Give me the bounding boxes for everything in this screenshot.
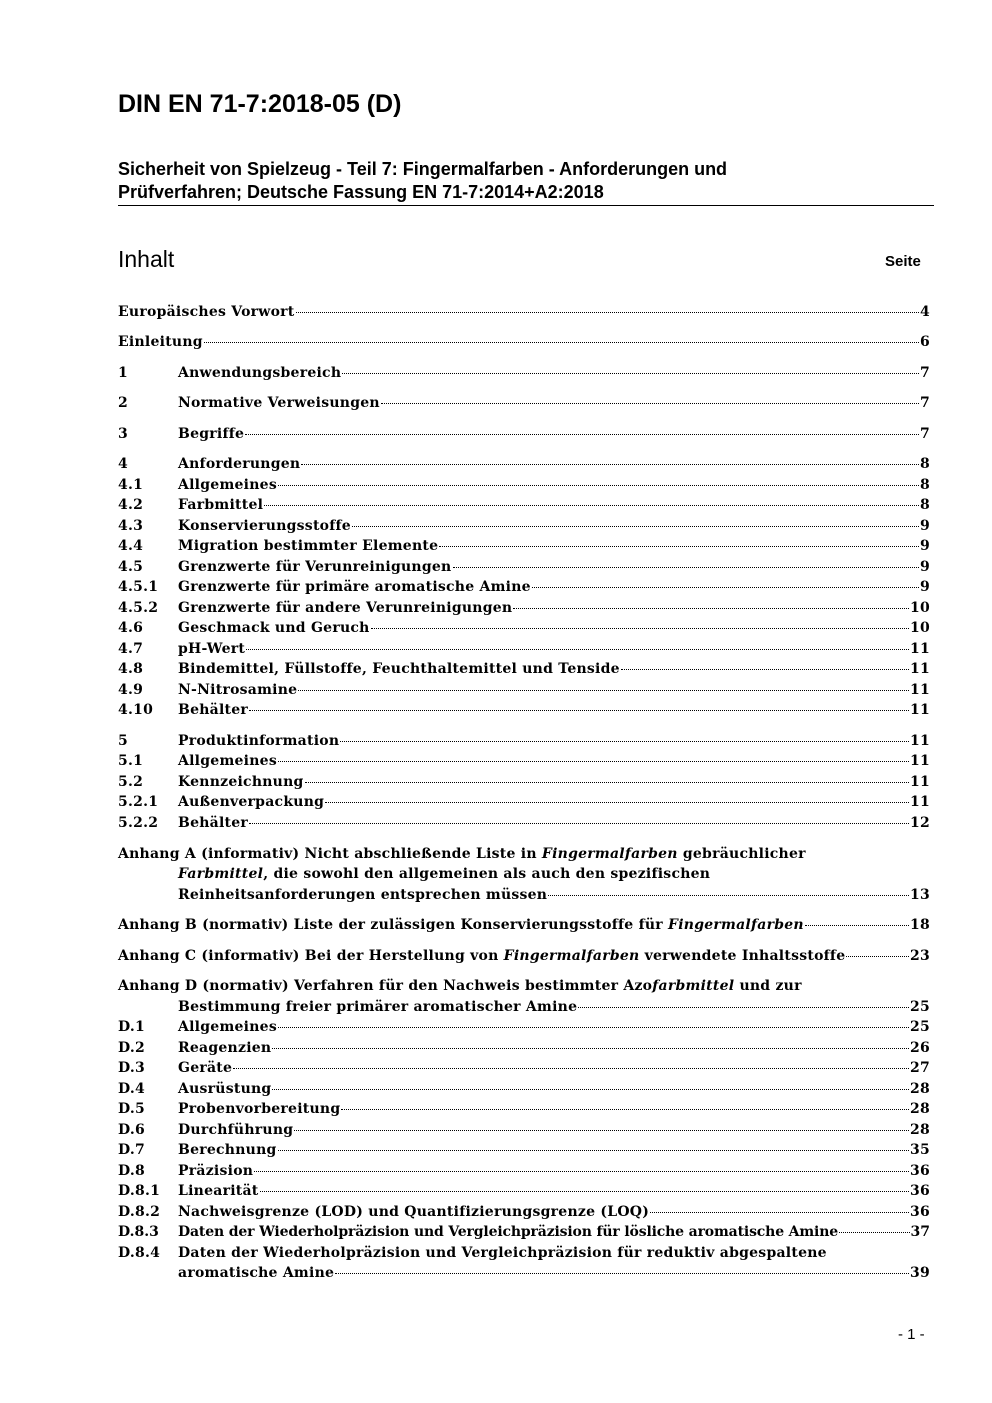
toc-entry-number: 5.1 [118,753,144,769]
toc-entry-title: Reinheitsanforderungen entsprechen müssen [178,887,548,903]
toc-entry-number: 5.2.1 [118,794,159,810]
toc-entry-number: 4 [118,456,128,472]
toc-annex-c-label: Anhang C (informativ) Bei der Herstellung von [118,948,504,964]
toc-entry-page: 11 [910,733,930,749]
toc-entry-2[interactable] [118,393,930,413]
toc-entry-number: D.8 [118,1163,146,1179]
toc-entry-page: 9 [920,579,930,595]
toc-entry-title: Geschmack und Geruch [178,620,370,636]
toc-entry-number: D.8.1 [118,1183,161,1199]
toc-entry-3[interactable] [118,424,930,444]
toc-entry-title: Ausrüstung [178,1081,272,1097]
toc-entry-title: Nachweisgrenze (LOD) und Quantifizierungsgrenze (LOQ) [178,1204,650,1220]
toc-entry-title: Produktinformation [178,733,340,749]
toc-entry-d-8-4-line-2[interactable] [118,1263,930,1283]
toc-annex-a-line-1[interactable] [118,844,806,864]
toc-entry-title: Konservierungsstoffe [178,518,351,534]
toc-entry-page: 9 [920,538,930,554]
toc-entry-d-1[interactable] [118,1017,930,1037]
toc-leader-dots [341,1109,909,1110]
toc-entry-d-8-4-line-1: Daten der Wiederholpräzision und Vergleichpräzision für reduktiv abgespaltene [178,1245,827,1261]
toc-entry-number: D.7 [118,1142,146,1158]
toc-entry-title: Linearität [178,1183,259,1199]
toc-entry-page: 28 [910,1081,930,1097]
toc-annex-b-italic-term: Fingermalfarben [668,917,804,933]
toc-entry-page: 8 [920,497,930,513]
toc-leader-dots [342,373,919,374]
toc-leader-dots [249,823,909,824]
toc-entry-number: D.6 [118,1122,146,1138]
toc-entry-title: Bindemittel, Füllstoffe, Feuchthaltemittel und Tenside [178,661,620,677]
toc-entry-4-1[interactable] [118,475,930,495]
toc-entry-number: 5.2.2 [118,815,159,831]
toc-entry-4-2[interactable] [118,495,930,515]
toc-entry-page: 36 [910,1183,930,1199]
toc-entry-4[interactable] [118,454,930,474]
toc-annex-a-italic-term-2: Farbmittel [178,866,264,882]
toc-entry-page: 35 [910,1142,930,1158]
toc-leader-dots [839,1232,910,1233]
toc-entry-4-10[interactable] [118,700,930,720]
toc-entry-title: Behälter [178,815,249,831]
toc-entry-number: 4.7 [118,641,144,657]
toc-annex-c[interactable] [118,946,930,966]
toc-leader-dots [513,608,909,609]
toc-entry-number: 1 [118,365,128,381]
toc-entry-title: Europäisches Vorwort [118,304,295,320]
table-of-contents [118,0,930,1403]
toc-entry-5[interactable] [118,731,930,751]
toc-entry-page: 36 [910,1163,930,1179]
toc-entry-page: 28 [910,1101,930,1117]
toc-entry-page: 27 [910,1060,930,1076]
toc-entry-5-2[interactable] [118,772,930,792]
toc-entry-number: 4.5 [118,559,144,575]
toc-entry-d-8[interactable] [118,1161,930,1181]
toc-entry-5-2-1[interactable] [118,792,930,812]
toc-leader-dots [272,1089,909,1090]
toc-leader-dots [264,505,919,506]
toc-entry-title: Begriffe [178,426,245,442]
toc-entry-4-9[interactable] [118,680,930,700]
toc-leader-dots [298,690,909,691]
toc-entry-page: 8 [920,456,930,472]
toc-entry-page: 36 [910,1204,930,1220]
toc-leader-dots [650,1212,909,1213]
toc-entry-number: 4.5.1 [118,579,159,595]
toc-entry-page: 6 [920,334,930,350]
toc-entry-d-2[interactable] [118,1038,930,1058]
toc-entry-d-8-1[interactable] [118,1181,930,1201]
toc-entry-4-4[interactable] [118,536,930,556]
toc-leader-dots [260,1191,909,1192]
toc-entry-title: Geräte [178,1060,233,1076]
toc-entry-page: 11 [910,794,930,810]
toc-leader-dots [371,628,909,629]
toc-entry-number: D.1 [118,1019,146,1035]
toc-entry-page: 8 [920,477,930,493]
toc-leader-dots [846,956,909,957]
toc-entry-number: D.3 [118,1060,146,1076]
toc-annex-b-label: Anhang B (normativ) Liste der zulässigen Konservierungsstoffe für [118,917,669,933]
toc-entry-d-5[interactable] [118,1099,930,1119]
toc-annex-d-line-2[interactable] [118,997,930,1017]
toc-annex-a-text-2: , die sowohl den allgemeinen als auch den spezifischen [263,866,711,882]
toc-entry-number: 4.5.2 [118,600,159,616]
toc-entry-page: 12 [910,815,930,831]
toc-entry-number: D.5 [118,1101,146,1117]
toc-entry-title: Kennzeichnung [178,774,304,790]
toc-leader-dots [272,1048,909,1049]
toc-entry-page: 9 [920,559,930,575]
toc-heading: Inhalt [118,246,175,272]
toc-entry-title: Reagenzien [178,1040,272,1056]
toc-leader-dots [548,895,909,896]
toc-entry-d-3[interactable] [118,1058,930,1078]
toc-entry-number: 2 [118,395,128,411]
toc-entry-page: 11 [910,661,930,677]
toc-leader-dots [245,434,919,435]
toc-leader-dots [325,802,909,803]
toc-leader-dots [621,669,909,670]
toc-entry-title: Allgemeines [178,753,277,769]
toc-entry-4-5-2[interactable] [118,598,930,618]
toc-entry-title: Grenzwerte für primäre aromatische Amine [178,579,531,595]
toc-entry-page: 9 [920,518,930,534]
toc-entry-page: 28 [910,1122,930,1138]
toc-leader-dots [301,464,919,465]
toc-leader-dots [335,1273,909,1274]
toc-entry-title: Daten der Wiederholpräzision und Vergleichpräzision für lösliche aromatische Amine [178,1224,839,1240]
toc-leader-dots [278,1027,909,1028]
toc-entry-title: Normative Verweisungen [178,395,380,411]
toc-entry-page: 39 [910,1265,930,1281]
toc-annex-d-text: und zur [734,978,802,994]
toc-entry-page: 25 [910,999,930,1015]
toc-page-column-label: Seite [885,253,921,270]
toc-entry-page: 37 [910,1224,930,1240]
toc-leader-dots [340,741,909,742]
toc-entry-d-4[interactable] [118,1079,930,1099]
toc-entry-number: 4.4 [118,538,144,554]
toc-annex-d-line-1[interactable] [118,976,802,996]
toc-leader-dots [233,1068,909,1069]
toc-annex-a-line-2 [178,864,710,884]
toc-leader-dots [249,710,909,711]
toc-entry-title: Behälter [178,702,249,718]
toc-leader-dots [453,567,920,568]
toc-entry-introduction[interactable] [118,332,930,352]
toc-entry-5-2-2[interactable] [118,813,930,833]
toc-annex-d-label: Anhang D (normativ) Verfahren für den Nachweis bestimmter Azo [118,978,653,994]
toc-annex-a-line-3[interactable] [118,885,930,905]
toc-entry-4-5[interactable] [118,557,930,577]
toc-entry-number: D.8.3 [118,1224,159,1240]
toc-leader-dots [805,925,909,926]
toc-entry-4-5-1[interactable] [118,577,930,597]
toc-entry-d-6[interactable] [118,1120,930,1140]
toc-entry-number: 4.6 [118,620,144,636]
toc-entry-page: 7 [920,365,930,381]
toc-entry-d-8-4-number[interactable]: D.8.4 [118,1245,161,1261]
toc-entry-page: 11 [910,753,930,769]
toc-entry-title: Außenverpackung [178,794,325,810]
toc-annex-c-text: verwendete Inhaltsstoffe [639,948,846,964]
toc-entry-foreword[interactable] [118,302,930,322]
page-number: - 1 - [898,1326,925,1343]
toc-leader-dots [278,485,919,486]
toc-entry-title [118,915,804,935]
toc-entry-title: Probenvorbereitung [178,1101,341,1117]
toc-entry-title: Anforderungen [178,456,301,472]
toc-entry-5-1[interactable] [118,751,930,771]
toc-entry-title: Präzision [178,1163,254,1179]
toc-entry-title: Berechnung [178,1142,277,1158]
toc-entry-d-7[interactable] [118,1140,930,1160]
toc-entry-4-8[interactable] [118,659,930,679]
toc-entry-title: Allgemeines [178,477,277,493]
toc-entry-page: 11 [910,702,930,718]
toc-annex-b[interactable] [118,915,930,935]
toc-leader-dots [278,1150,909,1151]
toc-leader-dots [532,587,919,588]
toc-entry-page: 11 [910,641,930,657]
toc-entry-page: 7 [920,395,930,411]
document-subtitle-line-1: Sicherheit von Spielzeug - Teil 7: Fingermalfarben - Anforderungen und [118,159,728,179]
toc-entry-number: 4.8 [118,661,144,677]
toc-entry-number: D.4 [118,1081,146,1097]
document-title: DIN EN 71-7:2018-05 (D) [118,90,402,118]
toc-annex-d-italic-term: farbmittel [652,978,735,994]
toc-leader-dots [278,761,909,762]
toc-entry-number: 5.2 [118,774,144,790]
toc-leader-dots [246,649,909,650]
toc-entry-d-8-2[interactable] [118,1202,930,1222]
toc-entry-number: 4.10 [118,702,154,718]
toc-leader-dots [381,403,919,404]
toc-annex-c-italic-term: Fingermalfarben [503,948,640,964]
toc-entry-number: 5 [118,733,128,749]
toc-entry-page: 25 [910,1019,930,1035]
toc-entry-title: Anwendungsbereich [178,365,342,381]
toc-entry-page: 13 [910,887,930,903]
toc-entry-page: 11 [910,682,930,698]
toc-entry-number: 4.2 [118,497,144,513]
toc-entry-title: aromatische Amine [178,1265,335,1281]
toc-entry-page: 23 [910,948,930,964]
toc-entry-number: 4.9 [118,682,144,698]
toc-entry-page: 10 [910,620,930,636]
toc-entry-4-6[interactable] [118,618,930,638]
toc-entry-title: Bestimmung freier primärer aromatischer Amine [178,999,578,1015]
document-subtitle-line-2: Prüfverfahren; Deutsche Fassung EN 71-7:2014+A2:2018 [118,182,604,202]
toc-entry-title [118,946,845,966]
toc-leader-dots [294,1130,909,1131]
toc-entry-page: 7 [920,426,930,442]
toc-entry-page: 10 [910,600,930,616]
toc-leader-dots [305,782,909,783]
toc-entry-4-3[interactable] [118,516,930,536]
toc-entry-title: Allgemeines [178,1019,277,1035]
toc-leader-dots [204,342,919,343]
toc-leader-dots [296,312,919,313]
toc-entry-d-8-3[interactable] [118,1222,930,1242]
toc-entry-page: 4 [920,304,930,320]
toc-entry-title: Grenzwerte für andere Verunreinigungen [178,600,513,616]
toc-annex-a-italic-term: Fingermalfarben [541,846,678,862]
toc-annex-a-text: gebräuchlicher [677,846,806,862]
toc-entry-number: D.8.2 [118,1204,161,1220]
toc-entry-title: Grenzwerte für Verunreinigungen [178,559,452,575]
toc-leader-dots [254,1171,909,1172]
toc-entry-title: pH-Wert [178,641,246,657]
toc-entry-title: N-Nitrosamine [178,682,298,698]
toc-entry-title: Einleitung [118,334,203,350]
toc-entry-number: 4.3 [118,518,144,534]
toc-entry-4-7[interactable] [118,639,930,659]
toc-leader-dots [352,526,919,527]
toc-entry-title: Farbmittel [178,497,264,513]
toc-leader-dots [439,546,919,547]
toc-entry-page: 11 [910,774,930,790]
toc-entry-page: 26 [910,1040,930,1056]
toc-entry-title: Migration bestimmter Elemente [178,538,439,554]
toc-entry-title: Durchführung [178,1122,294,1138]
toc-entry-number: D.2 [118,1040,146,1056]
toc-entry-number: 3 [118,426,128,442]
toc-entry-1[interactable] [118,363,930,383]
toc-leader-dots [578,1007,909,1008]
toc-entry-page: 18 [910,917,930,933]
toc-annex-a-label: Anhang A (informativ) Nicht abschließende Liste in [118,846,542,862]
toc-entry-number: 4.1 [118,477,144,493]
